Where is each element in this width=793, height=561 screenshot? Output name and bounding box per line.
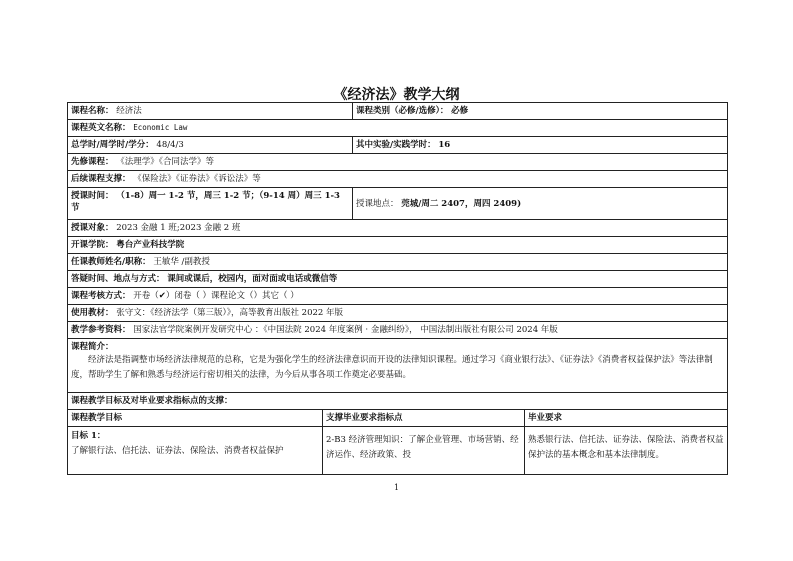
hours-cell (68, 137, 353, 154)
college-cell (68, 237, 728, 254)
document-title: 《经济法》教学大纲 (333, 87, 460, 103)
experiment-label: 其中实验/实践学时： (356, 140, 436, 150)
english-name-cell (68, 120, 728, 137)
english-name-value: Economic Law (133, 123, 188, 132)
textbook-label: 使用教材： (71, 308, 114, 318)
course-type-value: 必修 (451, 106, 469, 116)
objectives-heading: 课程教学目标及对毕业要求指标点的支撑： (68, 393, 728, 410)
objectives-header-requirement: 毕业要求 (525, 410, 728, 427)
goal-1-text: 了解银行法、信托法、证券法、保险法、消费者权益保护 (71, 446, 284, 456)
exam-cell (68, 288, 728, 305)
page-number: 1 (393, 483, 400, 492)
refs-value: 国家法官学院案例开发研究中心 ：《中国法院 2024 年度案例 · 金融纠纷》， 中国法制出版社有限公司 2024 年版 (133, 325, 558, 335)
hours-value: 48/4/3 (156, 140, 184, 150)
prereq-cell (68, 154, 728, 171)
course-name-label: 课程名称： (71, 106, 114, 116)
course-name-value: 经济法 (116, 106, 142, 116)
teacher-label: 任课教师姓名/职称： (71, 257, 151, 267)
audience-cell (68, 220, 728, 237)
textbook-value: 张守文：《经济法学（第三版）》，高等教育出版社 2022 年版 (116, 308, 344, 318)
intro-text: 经济法是指调整市场经济法律规范的总称，它是为强化学生的经济法律意识而开设的法律知识课程。通过学习《商业银行法》、《证券法》《消费者权益保护法》等法律制度，帮助学生了解和熟悉与经济运行密切相关的法律，为今后从事各项工作奠定必要基础。 (71, 355, 713, 380)
schedule-value: （1-8）周一 1-2 节，周三 1-2 节；（9-14 周）周三 1-3 节 (71, 191, 340, 213)
audience-value: 2023 金融 1 班;2023 金融 2 班 (116, 223, 241, 233)
prereq-value: 《法理学》《合同法学》等 (116, 157, 214, 167)
location-label: 授课地点： (356, 198, 399, 209)
exam-label: 课程考核方式： (71, 291, 131, 301)
teacher-value: 王敏华 /副教授 (153, 257, 210, 267)
schedule-label: 授课时间： (71, 191, 114, 201)
objectives-header-indicator: 支撑毕业要求指标点 (323, 410, 525, 427)
follow-cell (68, 171, 728, 188)
experiment-value: 16 (438, 140, 451, 150)
intro-label: 课程简介： (71, 342, 114, 352)
course-name-cell (68, 103, 353, 120)
teacher-cell (68, 254, 728, 271)
indicator-1-cell: 2-B3 经济管理知识：了解企业管理、市场营销、经济运作、经济政策、投 (323, 427, 525, 475)
follow-label: 后续课程支撑： (71, 174, 131, 184)
refs-cell (68, 322, 728, 339)
qa-cell (68, 271, 728, 288)
textbook-cell (68, 305, 728, 322)
syllabus-table (67, 102, 728, 475)
qa-value: 课间或课后，校园内，面对面或电话或微信等 (167, 274, 338, 284)
prereq-label: 先修课程： (71, 157, 114, 167)
course-type-cell (353, 103, 728, 120)
location-cell (353, 188, 728, 220)
objectives-header-goal: 课程教学目标 (68, 410, 323, 427)
qa-label: 答疑时间、地点与方式： (71, 274, 165, 284)
exam-value: 开卷（✔）闭卷（ ）课程论文（）其它（ ） (133, 291, 299, 301)
college-label: 开课学院： (71, 240, 114, 250)
english-name-label: 课程英文名称： (71, 123, 131, 133)
follow-value: 《保险法》《证券法》《诉讼法》等 (133, 174, 261, 184)
requirement-1-cell: 熟悉银行法、信托法、证券法、保险法、消费者权益保护法的基本概念和基本法律制度。 (525, 427, 728, 475)
hours-label: 总学时/周学时/学分： (71, 140, 154, 150)
location-value: 莞城/周二 2407，周四 2409) (401, 198, 522, 209)
goal-1-cell (68, 427, 323, 475)
intro-cell (68, 339, 728, 393)
audience-label: 授课对象： (71, 223, 114, 233)
goal-1-title: 目标 1： (71, 431, 106, 441)
schedule-cell (68, 188, 353, 220)
course-type-label: 课程类别（必修/选修）： (356, 106, 449, 116)
refs-label: 教学参考资料： (71, 325, 131, 335)
college-value: 粤台产业科技学院 (116, 240, 185, 250)
experiment-cell (353, 137, 728, 154)
